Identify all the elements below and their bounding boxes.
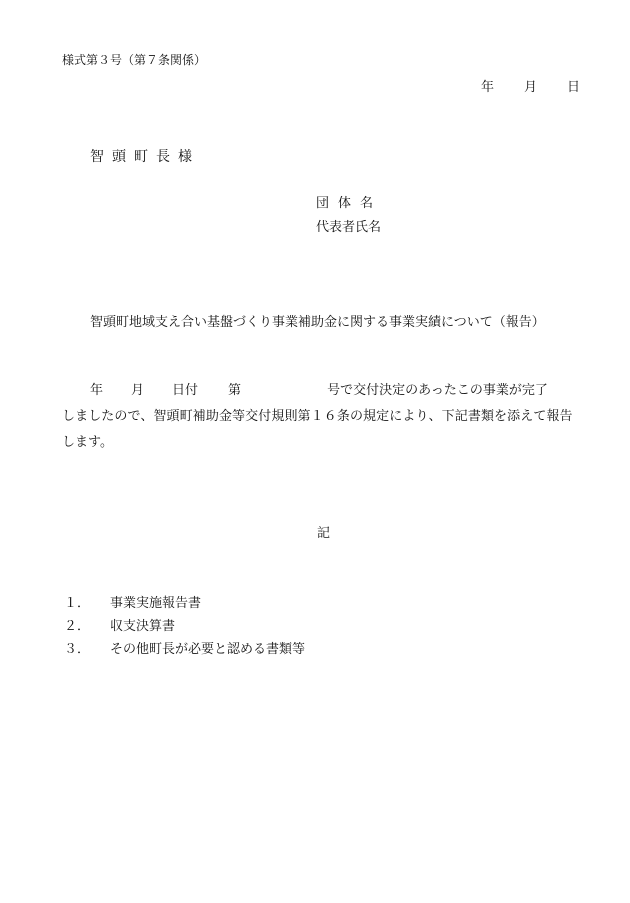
list-item-number: ３． [64,642,91,657]
applicant-block [316,192,382,240]
organization-label: 団体名 [316,196,383,211]
body-line-1 [62,378,580,404]
body-number-prefix: 第 [228,383,242,398]
list-item-label: その他町長が必要と認める書類等 [110,642,306,657]
date-day: 日 [566,80,580,95]
list-item-label: 収支決算書 [110,619,176,634]
body-line-2: しましたので、智頭町補助金等交付規則第１６条の規定により、下記書類を添えて報告 [62,409,573,424]
body-month: 月 [131,383,145,398]
list-item-label: 事業実施報告書 [110,596,202,611]
list-item [64,592,305,615]
date-month: 月 [523,80,537,95]
list-item-number: １． [64,596,91,611]
list-item [64,615,305,638]
date-line [481,76,580,95]
ki-heading: 記 [317,526,331,541]
document-subject: 智頭町地域支え合い基盤づくり事業補助金に関する事業実績について（報告） [90,315,545,330]
body-line-1-rest: 号で交付決定のあったこの事業が完了 [327,383,548,398]
list-item-number: ２． [64,619,91,634]
body-day-dated: 日付 [172,383,199,398]
representative-label: 代表者氏名 [316,220,382,235]
body-paragraph [62,378,580,456]
form-number: 様式第３号（第７条関係） [62,53,207,67]
date-year: 年 [480,80,494,95]
body-year: 年 [90,383,104,398]
body-line-3: します。 [62,435,113,450]
attachment-list [64,592,305,661]
addressee: 智頭町長様 [90,149,200,165]
list-item [64,638,305,661]
